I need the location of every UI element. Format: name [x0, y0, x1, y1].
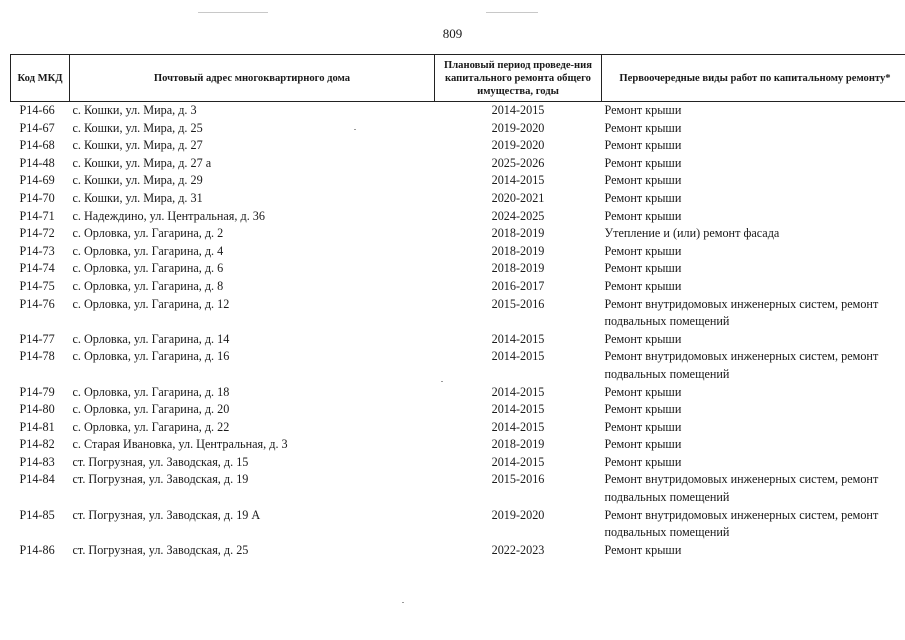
cell-address: с. Кошки, ул. Мира, д. 3 [72, 103, 197, 117]
table-row [11, 243, 905, 261]
cell-period: 2020-2021 [491, 190, 545, 205]
table-row [11, 225, 905, 243]
table-row [11, 137, 905, 155]
table-row [11, 331, 905, 349]
cell-period: 2014-2015 [491, 349, 545, 364]
cell-address: с. Орловка, ул. Гагарина, д. 22 [72, 419, 230, 434]
cell-period: 2022-2023 [491, 542, 545, 557]
cell-period: 2014-2015 [491, 454, 545, 469]
cell-code: P14-82 [19, 437, 55, 452]
cell-address: с. Орловка, ул. Гагарина, д. 4 [72, 243, 224, 258]
cell-code: P14-48 [19, 155, 55, 170]
cell-address: с. Кошки, ул. Мира, д. 27 [72, 138, 203, 153]
cell-period: 2014-2015 [491, 384, 545, 399]
cell-address: с. Кошки, ул. Мира, д. 25 [72, 120, 203, 135]
cell-works: Ремонт крыши [604, 384, 682, 399]
scan-speck [402, 602, 404, 603]
cell-period: 2024-2025 [491, 208, 545, 223]
cell-works: Ремонт крыши [604, 155, 682, 170]
table-row [11, 296, 905, 331]
cell-works: Ремонт крыши [604, 542, 682, 557]
cell-code: P14-83 [19, 454, 55, 469]
cell-address: с. Орловка, ул. Гагарина, д. 14 [72, 331, 230, 346]
cell-code: P14-76 [19, 296, 55, 311]
cell-period: 2019-2020 [491, 507, 545, 522]
cell-works: Ремонт внутридомовых инженерных систем, ремонт подвальных помещений [604, 507, 879, 540]
cell-address: ст. Погрузная, ул. Заводская, д. 15 [72, 454, 249, 469]
cell-code: P14-80 [19, 402, 55, 417]
cell-period: 2014-2015 [491, 402, 545, 417]
cell-works: Ремонт внутридомовых инженерных систем, ремонт подвальных помещений [604, 296, 879, 329]
scan-mark-right [486, 12, 538, 13]
table-row [11, 436, 905, 454]
table-row [11, 120, 905, 138]
cell-period: 2025-2026 [491, 155, 545, 170]
cell-works: Ремонт крыши [604, 278, 682, 293]
cell-code: P14-73 [19, 243, 55, 258]
table-row [11, 155, 905, 173]
cell-address: ст. Погрузная, ул. Заводская, д. 19 А [72, 507, 261, 522]
cell-address: с. Кошки, ул. Мира, д. 31 [72, 190, 203, 205]
scan-speck [354, 129, 356, 130]
cell-works: Ремонт крыши [604, 138, 682, 153]
cell-period: 2019-2020 [491, 120, 545, 135]
cell-code: P14-72 [19, 226, 55, 241]
table-row [11, 172, 905, 190]
cell-address: с. Орловка, ул. Гагарина, д. 8 [72, 278, 224, 293]
cell-works: Ремонт крыши [604, 419, 682, 434]
cell-code: P14-68 [19, 138, 55, 153]
cell-works: Ремонт крыши [604, 103, 682, 117]
cell-period: 2018-2019 [491, 437, 545, 452]
cell-period: 2016-2017 [491, 278, 545, 293]
cell-code: P14-70 [19, 190, 55, 205]
cell-works: Ремонт крыши [604, 454, 682, 469]
cell-works: Ремонт внутридомовых инженерных систем, ремонт подвальных помещений [604, 472, 879, 505]
table-row [11, 384, 905, 402]
cell-works: Ремонт крыши [604, 173, 682, 188]
cell-address: с. Старая Ивановка, ул. Центральная, д. 3 [72, 437, 288, 452]
table-row [11, 260, 905, 278]
cell-code: P14-66 [19, 103, 55, 117]
cell-period: 2014-2015 [491, 173, 545, 188]
cell-address: ст. Погрузная, ул. Заводская, д. 19 [72, 472, 249, 487]
header-code: Код МКД [11, 55, 70, 102]
cell-period: 2015-2016 [491, 472, 545, 487]
scan-mark-left [198, 12, 268, 13]
cell-code: P14-86 [19, 542, 55, 557]
cell-address: с. Орловка, ул. Гагарина, д. 18 [72, 384, 230, 399]
table-row [11, 401, 905, 419]
cell-code: P14-75 [19, 278, 55, 293]
cell-address: с. Орловка, ул. Гагарина, д. 2 [72, 226, 224, 241]
table-header [11, 55, 905, 102]
cell-code: P14-78 [19, 349, 55, 364]
cell-works: Ремонт крыши [604, 261, 682, 276]
cell-address: с. Орловка, ул. Гагарина, д. 16 [72, 349, 230, 364]
cell-works: Ремонт крыши [604, 120, 682, 135]
table-row [11, 102, 905, 120]
table-row [11, 419, 905, 437]
table-row [11, 542, 905, 560]
page-number: 809 [442, 26, 463, 41]
cell-period: 2018-2019 [491, 226, 545, 241]
cell-works: Ремонт крыши [604, 243, 682, 258]
scan-speck [441, 381, 443, 382]
cell-works: Ремонт внутридомовых инженерных систем, ремонт подвальных помещений [604, 349, 879, 381]
table-row [11, 507, 905, 542]
cell-period: 2014-2015 [491, 103, 545, 117]
cell-works: Ремонт крыши [604, 402, 682, 417]
table-row [11, 208, 905, 226]
table-row [11, 278, 905, 296]
cell-period: 2014-2015 [491, 419, 545, 434]
table-row [11, 348, 905, 383]
cell-works: Ремонт крыши [604, 331, 682, 346]
cell-address: с. Орловка, ул. Гагарина, д. 20 [72, 402, 230, 417]
cell-code: P14-85 [19, 507, 55, 522]
cell-address: с. Кошки, ул. Мира, д. 29 [72, 173, 203, 188]
cell-address: с. Надеждино, ул. Центральная, д. 36 [72, 208, 265, 223]
header-address: Почтовый адрес многоквартирного дома [70, 55, 435, 102]
cell-code: P14-77 [19, 331, 55, 346]
cell-code: P14-69 [19, 173, 55, 188]
cell-code: P14-71 [19, 208, 55, 223]
cell-address: с. Кошки, ул. Мира, д. 27 а [72, 155, 212, 170]
capital-repair-table [10, 54, 905, 559]
cell-works: Ремонт крыши [604, 208, 682, 223]
cell-period: 2014-2015 [491, 331, 545, 346]
cell-works: Ремонт крыши [604, 190, 682, 205]
cell-works: Ремонт крыши [604, 437, 682, 452]
cell-works: Утепление и (или) ремонт фасада [604, 226, 780, 241]
cell-period: 2018-2019 [491, 261, 545, 276]
header-period: Плановый период проведе-ния капитального ремонта общего имущества, годы [435, 55, 602, 102]
cell-address: с. Орловка, ул. Гагарина, д. 6 [72, 261, 224, 276]
table-body [11, 102, 905, 560]
cell-period: 2018-2019 [491, 243, 545, 258]
cell-address: ст. Погрузная, ул. Заводская, д. 25 [72, 542, 249, 557]
table-row [11, 454, 905, 472]
table-row [11, 471, 905, 506]
table-row [11, 190, 905, 208]
cell-code: P14-67 [19, 120, 55, 135]
header-works: Первоочередные виды работ по капитальному ремонту* [602, 55, 905, 102]
cell-code: P14-74 [19, 261, 55, 276]
cell-address: с. Орловка, ул. Гагарина, д. 12 [72, 296, 230, 311]
cell-period: 2019-2020 [491, 138, 545, 153]
cell-code: P14-84 [19, 472, 55, 487]
cell-period: 2015-2016 [491, 296, 545, 311]
cell-code: P14-81 [19, 419, 55, 434]
cell-code: P14-79 [19, 384, 55, 399]
